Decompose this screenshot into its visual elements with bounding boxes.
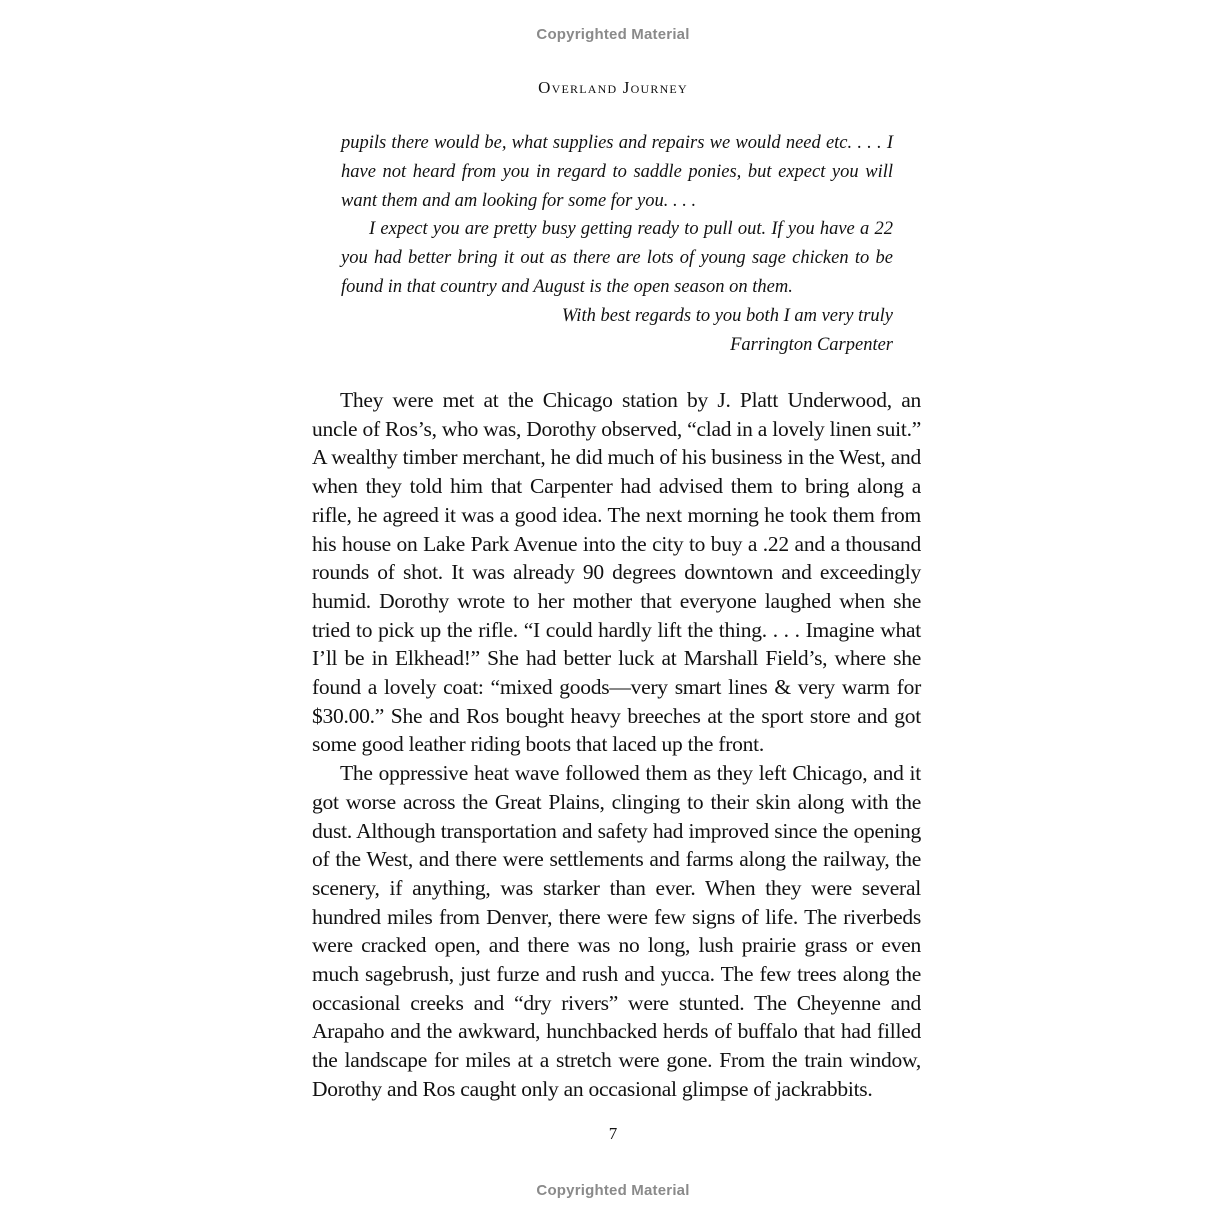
letter-excerpt bbox=[341, 129, 893, 359]
body-paragraph: The oppressive heat wave followed them as they left Chicago, and it got worse across the Great Plains, clinging to their skin along with the dust. Although transportation and safety had improved since the opening of the West, and there were settlements and farms along the railway, the scenery, if anything, was starker than ever. When they were several hundred miles from Denver, there were few signs of life. The riverbeds were cracked open, and there was no long, lush prairie grass or even much sagebrush, just furze and rush and yucca. The few trees along the occasional creeks and “dry rivers” were stunted. The Cheyenne and Arapaho and the awkward, hunchbacked herds of buffalo that had filled the landscape for miles at a stretch were gone. From the train window, Dorothy and Ros caught only an occasional glimpse of jackrabbits. bbox=[312, 761, 921, 1101]
letter-closing: With best regards to you both I am very truly bbox=[561, 305, 893, 326]
page-number: 7 bbox=[608, 1124, 618, 1143]
letter-paragraph: I expect you are pretty busy getting ready to pull out. If you have a 22 you had better bring it out as there are lots of young sage chicken to be found in that country and August is the open season on them. bbox=[341, 219, 893, 297]
running-head: Overland Journey bbox=[538, 78, 688, 97]
copyright-watermark-bottom: Copyrighted Material bbox=[536, 1182, 690, 1199]
letter-signature: Farrington Carpenter bbox=[730, 334, 893, 355]
body-paragraph: They were met at the Chicago station by J. Platt Underwood, an uncle of Ros’s, who was, Dorothy observed, “clad in a lovely linen suit.” A wealthy timber merchant, he did much of his business in the West, and when they told him that Carpenter had advised them to bring along a rifle, he agreed it was a good idea. The next morning he took them from his house on Lake Park Avenue into the city to buy a .22 and a thousand rounds of shot. It was already 90 degrees downtown and exceedingly humid. Dorothy wrote to her mother that everyone laughed when she tried to pick up the rifle. “I could hardly lift the thing. . . . Imagine what I’ll be in Elkhead!” She had better luck at Marshall Field’s, where she found a lovely coat: “mixed goods—very smart lines & very warm for $30.00.” She and Ros bought heavy breeches at the sport store and got some good leather riding boots that laced up the front. bbox=[312, 388, 921, 757]
letter-paragraph: pupils there would be, what supplies and repairs we would need etc. . . . I have not heard from you in regard to saddle ponies, but expect you will want them and am looking for some for you. . . . bbox=[341, 133, 893, 211]
copyright-watermark-top: Copyrighted Material bbox=[536, 26, 690, 43]
body-text bbox=[312, 386, 921, 1104]
